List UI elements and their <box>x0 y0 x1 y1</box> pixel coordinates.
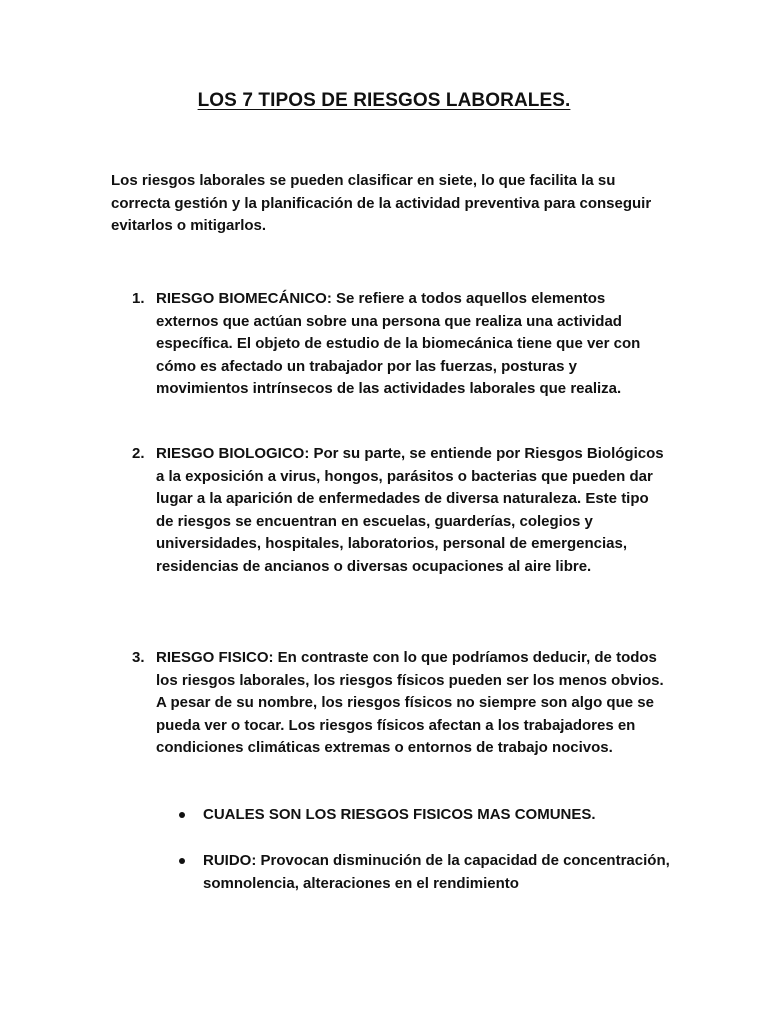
bullet-icon <box>179 858 185 864</box>
page-title: LOS 7 TIPOS DE RIESGOS LABORALES. <box>197 90 571 111</box>
bullet-icon <box>179 812 185 818</box>
bullet-item-ruido <box>203 850 673 895</box>
list-number: 1. <box>132 290 145 307</box>
bullet-text: RUIDO: Provocan disminución de la capacidad de concentración, somnolencia, alteraciones en el rendimiento <box>203 852 670 892</box>
list-number: 3. <box>132 649 145 666</box>
intro-paragraph: Los riesgos laborales se pueden clasificar en siete, lo que facilita la su correcta gestión y la planificación de la actividad preventiva para conseguir evitarlos o mitigarlos. <box>111 172 652 234</box>
bullet-text: CUALES SON LOS RIESGOS FISICOS MAS COMUNES. <box>203 806 596 823</box>
list-item-biomecanico <box>132 288 666 401</box>
list-item-text: RIESGO BIOMECÁNICO: Se refiere a todos aquellos elementos externos que actúan sobre una persona que realiza una actividad específica. El objeto de estudio de la biomecánica tiene que ver con cómo es afectado un trabajador por las fuerzas, posturas y movimientos intrínsecos de las actividades laborales que realiza. <box>156 290 641 397</box>
list-item-text: RIESGO FISICO: En contraste con lo que podríamos deducir, de todos los riesgos laborales, los riesgos físicos pueden ser los menos obvios. A pesar de su nombre, los riesgos físicos no siempre son algo que se pueda ver o tocar. Los riesgos físicos afectan a los trabajadores en condiciones climáticas extremas o entornos de trabajo nocivos. <box>156 649 664 756</box>
list-number: 2. <box>132 445 145 462</box>
list-item-text: RIESGO BIOLOGICO: Por su parte, se entiende por Riesgos Biológicos a la exposición a virus, hongos, parásitos o bacterias que pueden dar lugar a la aparición de enfermedades de diversa naturaleza. Este tipo de riesgos se encuentran en escuelas, guarderías, colegios y universidades, hospitales, laboratorios, personal de emergencias, residencias de ancianos o diversas ocupaciones al aire libre. <box>156 445 664 575</box>
bullet-item-comunes <box>203 804 673 827</box>
list-item-biologico <box>132 443 666 578</box>
list-item-fisico <box>132 647 666 760</box>
